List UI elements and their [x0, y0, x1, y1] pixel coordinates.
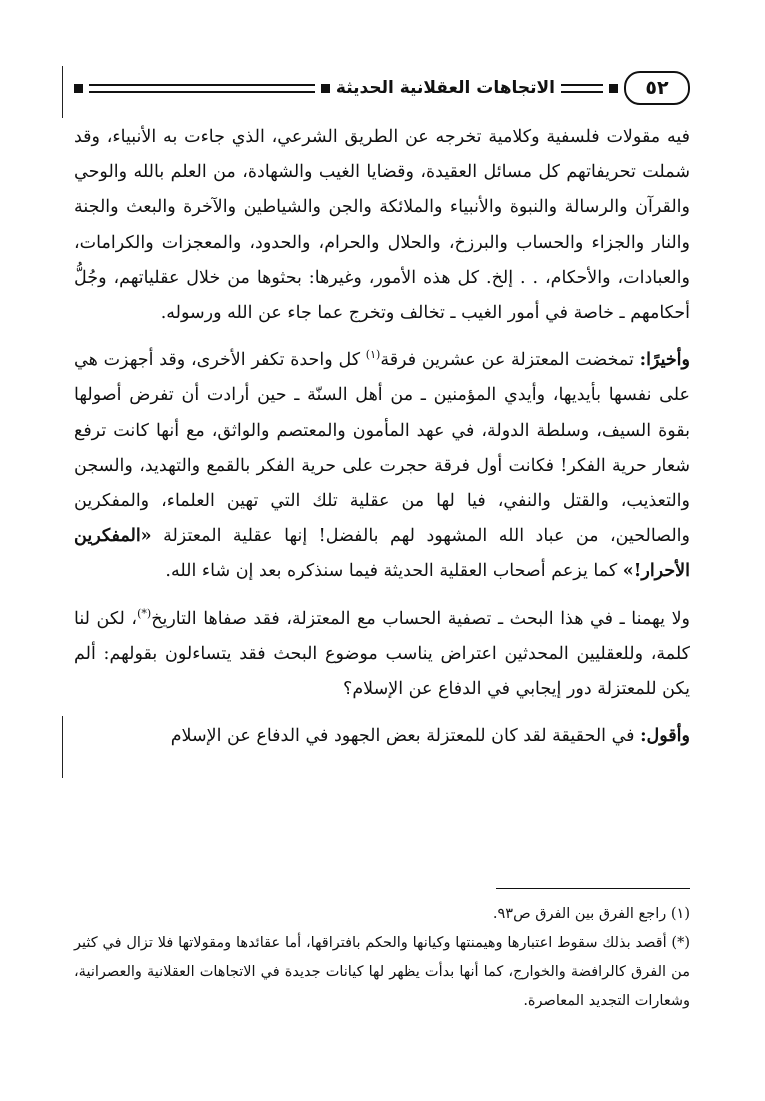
paragraph	[74, 343, 690, 589]
paragraph-text: في الحقيقة لقد كان للمعتزلة بعض الجهود في الدفاع عن الإسلام	[170, 726, 641, 747]
paragraph-lead: وأخيرًا:	[639, 350, 690, 371]
paragraph-text: فيه مقولات فلسفية وكلامية تخرجه عن الطريق الشرعي، الذي جاءت به الأنبياء، وقد شملت تحريفاتهم كل مسائل العقيدة، وقضايا الغيب والشهادة، من العلم بالله والوحي والقرآن والرسالة والنبوة والأنبياء والملائكة والجن والشياطين والآخرة والبعث والجنة والنار والجزاء والحساب والبرزخ، والحلال والحرام، والحدود، والمعجزات والكرامات، والعبادات، والأحكام، . . إلخ. كل هذه الأمور، وغيرها: بحثوها من خلال عقلياتهم، وجُلُّ أحكامهم ـ خاصة في أمور الغيب ـ تخالف وتخرج عما جاء عن الله ورسوله.	[74, 127, 690, 324]
paragraph	[74, 719, 690, 754]
left-margin-line	[62, 716, 63, 778]
page-number: ٥٢	[624, 71, 690, 105]
header-rule	[89, 84, 315, 93]
footnote-marker: (*)	[137, 606, 152, 620]
paragraph	[74, 120, 690, 331]
paragraph-text: كما يزعم أصحاب العقلية الحديثة فيما سنذكره بعد إن شاء الله.	[165, 561, 623, 582]
header-rule	[561, 84, 603, 93]
main-text	[74, 120, 690, 754]
footnote: (*) أقصد بذلك سقوط اعتبارها وهيمنتها وكيانها والحكم بافتراقها، أما عقائدها ومقولاتها فلا تزال في كثير من الفرق كالرافضة والخوارج، كما أنها بدأت يظهر لها كيانات جديدة في الاتجاهات العقلانية والعصرانية، وشعارات التجديد المعاصرة.	[74, 935, 690, 1009]
header-square-ornament	[74, 84, 83, 93]
header-square-ornament	[321, 84, 330, 93]
paragraph-text: تمخضت المعتزلة عن عشرين فرقة	[380, 350, 640, 371]
page-header	[74, 68, 690, 108]
header-square-ornament	[609, 84, 618, 93]
paragraph-lead: وأقول:	[640, 726, 690, 747]
footnotes	[74, 900, 690, 1016]
emphasis-text: «المفكرين الأحرار!»	[74, 526, 690, 582]
left-margin-line	[62, 66, 63, 118]
paragraph-text: ولا يهمنا ـ في هذا البحث ـ تصفية الحساب مع المعتزلة، فقد صفاها التاريخ	[151, 608, 690, 629]
paragraph-text: كل واحدة تكفر الأخرى، وقد أجهزت هي على نفسها بأيديها، وأيدي المؤمنين ـ من أهل السنّة ـ حين أرادت أن تفرض أصولها بقوة السيف، وسلطة الدولة، في عهد المأمون والمعتصم والواثق، مع أنها كانت ترفع شعار حرية الفكر! فكانت أول فرقة حجرت على حرية الفكر بالقمع والتهديد، والسجن والتعذيب، والقتل والنفي، فيا لها من عقلية تلك التي تهين العلماء، والمفكرين والصالحين، من عباد الله المشهود لهم بالفضل! إنها عقلية المعتزلة	[74, 350, 690, 547]
footnote-separator	[496, 888, 690, 889]
footnote-marker: (١)	[365, 348, 381, 362]
footnote: (١) راجع الفرق بين الفرق ص٩٣.	[492, 906, 690, 922]
paragraph-text: ، لكن لنا كلمة، وللعقليين المحدثين اعتراض يناسب موضوع البحث فقد يتساءلون بقولهم: ألم يكن للمعتزلة دور إيجابي في الدفاع عن الإسلام؟	[74, 608, 690, 700]
running-title: الاتجاهات العقلانية الحديثة	[335, 78, 555, 98]
paragraph	[74, 602, 690, 708]
